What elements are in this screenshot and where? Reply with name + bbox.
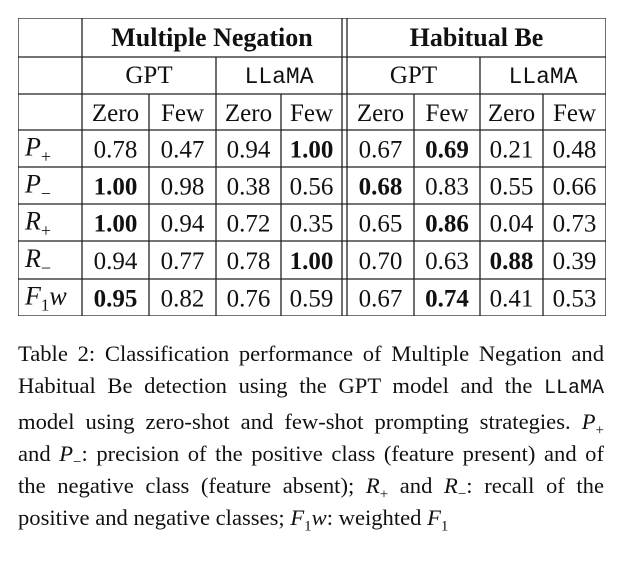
- table-cell: 0.74: [425, 285, 469, 313]
- table-cell: 0.53: [552, 285, 597, 313]
- table-cell: 0.56: [289, 173, 334, 201]
- table-cell: 0.04: [489, 210, 534, 238]
- table-cell: 0.65: [358, 210, 403, 238]
- caption-text-3: : precision of the positive class (feature present) and of the negative class (feature absent);: [18, 440, 604, 499]
- table-cell: 0.78: [93, 136, 138, 164]
- setting-header: Few: [289, 100, 334, 127]
- table-cell: 0.48: [552, 136, 597, 164]
- caption-and-1: and: [18, 440, 60, 466]
- table-cell: 0.55: [489, 173, 534, 201]
- table-cell: 0.94: [226, 136, 271, 164]
- table-cell: 1.00: [289, 136, 334, 164]
- caption-f1w: $F_1w$: [290, 505, 327, 535]
- table-cell: 0.82: [160, 285, 205, 313]
- table-cell: 0.94: [93, 248, 138, 275]
- results-table: [18, 18, 606, 316]
- table-cell: 0.35: [289, 210, 334, 238]
- table-cell: 0.66: [552, 173, 597, 201]
- table-cell: 0.73: [552, 210, 597, 238]
- row-label: $R_-$: [25, 244, 52, 278]
- table-cell: 0.72: [226, 210, 271, 238]
- table-cell: 0.70: [358, 248, 403, 275]
- model-header: GPT: [125, 62, 173, 89]
- table-cell: 0.47: [160, 136, 205, 164]
- table-cell: 0.63: [425, 248, 469, 275]
- table-cell: 0.21: [489, 136, 534, 164]
- caption-r-plus: $R_+$: [365, 473, 389, 503]
- table-cell: 1.00: [289, 248, 334, 275]
- caption-p-minus: $P_-$: [59, 440, 82, 471]
- table-cell: 0.94: [160, 210, 205, 238]
- row-label: $R_+$: [25, 206, 52, 241]
- row-label: $P_-$: [25, 169, 52, 204]
- model-header: GPT: [389, 62, 438, 89]
- table-caption: [18, 338, 604, 535]
- table-cell: 0.76: [226, 285, 271, 313]
- setting-header: Zero: [356, 100, 405, 127]
- table-cell: 0.86: [425, 210, 469, 238]
- group-header: Multiple Negation: [111, 23, 313, 52]
- caption-text-5: : weighted: [326, 505, 428, 531]
- table-cell: 0.67: [358, 285, 403, 313]
- caption-r-minus: $R_-$: [444, 473, 467, 503]
- table-cell: 0.38: [226, 173, 271, 201]
- caption-and-2: and: [388, 473, 445, 499]
- caption-text-2: model using zero-shot and few-shot prompting strategies.: [18, 408, 582, 434]
- group-header: Habitual Be: [409, 23, 544, 52]
- setting-header: Few: [425, 100, 469, 127]
- table-cell: 1.00: [93, 173, 138, 201]
- row-label: $P_+$: [25, 132, 52, 167]
- caption-p-plus: $P_+$: [581, 408, 604, 439]
- table-cell: 0.78: [226, 248, 271, 275]
- table-cell: 0.83: [425, 173, 469, 201]
- setting-header: Zero: [91, 100, 140, 127]
- table-cell: 1.00: [93, 210, 138, 238]
- table-cell: 0.67: [358, 136, 403, 164]
- setting-header: Zero: [487, 100, 536, 127]
- setting-header: Few: [552, 100, 597, 127]
- setting-header: Few: [160, 100, 205, 127]
- table-cell: 0.41: [489, 285, 534, 313]
- model-header: LLaMA: [508, 64, 578, 90]
- table-cell: 0.69: [425, 136, 469, 164]
- caption-llama: LLaMA: [543, 377, 604, 401]
- model-header: LLaMA: [244, 64, 314, 90]
- caption-text-4: : recall of the positive and negative classes;: [18, 473, 605, 531]
- table-cell: 0.39: [552, 248, 597, 275]
- caption-f1: $F_1$: [427, 505, 449, 535]
- table-cell: 0.68: [358, 173, 403, 201]
- caption-text-1: Table 2: Classification performance of Multiple Negation and Habitual Be detection using the GPT model and the: [18, 341, 604, 399]
- table-cell: 0.77: [160, 248, 205, 275]
- table-cell: 0.88: [489, 248, 534, 275]
- table-cell: 0.59: [289, 285, 334, 313]
- table-cell: 0.95: [93, 285, 138, 313]
- table-cell: 0.98: [160, 173, 205, 201]
- setting-header: Zero: [224, 100, 273, 127]
- row-label: $F_1w$: [25, 281, 67, 315]
